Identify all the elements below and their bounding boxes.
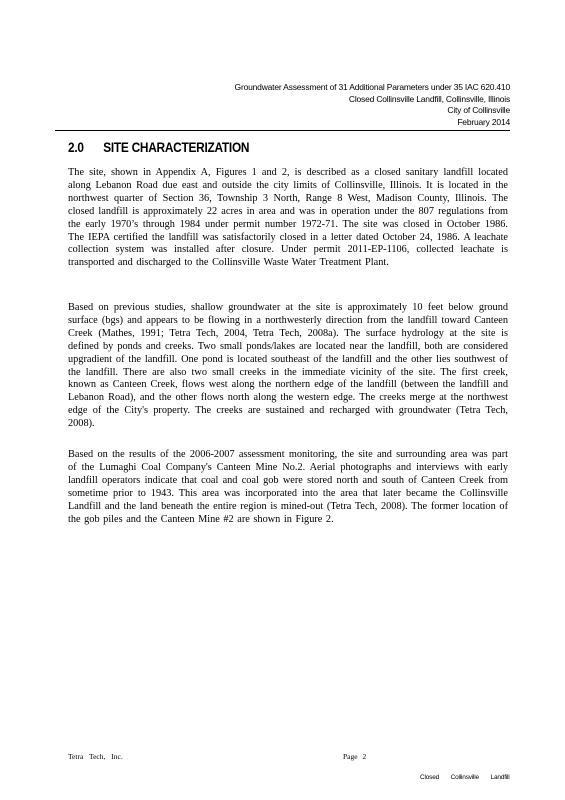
paragraph-hydrology: Based on previous studies, shallow groundwater at the site is approximately 10 feet below ground surface (bgs) and appears to be flowing in a northwesterly direction from the landfill toward Canteen Creek (Mathes, 1991; Tetra Tech, 2004, Tetra Tech, 2008a). The surface hydrology at the site is defined by ponds and creeks. Two small ponds/lakes are located near the landfill, both are considered upgradient of the landfill. One pond is located southeast of the landfill and the other lies southwest of the landfill. There are also two small creeks in the immediate vicinity of the site. The first creek, known as Canteen Creek, flows west along the northern edge of the landfill (between the landfill and Lebanon Road), and the other flows north along the western edge. The creeks merge at the northwest edge of the City's property. The creeks are sustained and recharged with groundwater (Tetra Tech, 2008). xyxy=(68,302,508,430)
section-heading xyxy=(68,140,249,155)
section-number: 2.0 xyxy=(68,140,84,155)
footer-site-name: Closed Collinsville Landfill xyxy=(420,774,510,781)
paragraph-mining-history: Based on the results of the 2006-2007 assessment monitoring, the site and surrounding area was part of the Lumaghi Coal Company's Canteen Mine No.2. Aerial photographs and interviews with early landfill operators indicate that coal and coal gob were stored north and south of Canteen Creek from sometime prior to 1943. This area was incorporated into the area that later became the Collinsville Landfill and the land beneath the entire region is mined-out (Tetra Tech, 2008). The former location of the gob piles and the Canteen Mine #2 are shown in Figure 2. xyxy=(68,449,508,525)
footer-company: Tetra Tech, Inc. xyxy=(68,752,123,761)
header-report-title: Groundwater Assessment of 31 Additional Parameters under 35 IAC 620.410 xyxy=(234,82,510,92)
section-title: SITE CHARACTERIZATION xyxy=(103,140,250,155)
header-date: February 2014 xyxy=(457,116,510,127)
footer-page-number: Page 2 xyxy=(343,752,367,761)
header-site-name: Closed Collinsville Landfill, Collinsville, Illinois xyxy=(348,93,510,104)
header-divider xyxy=(55,130,510,131)
header-client: City of Collinsville xyxy=(447,105,510,115)
document-header xyxy=(170,82,510,128)
paragraph-site-description: The site, shown in Appendix A, Figures 1 and 2, is described as a closed sanitary landfill located along Lebanon Road due east and outside the city limits of Collinsville, Illinois. It is located in the northwest quarter of Section 36, Township 3 North, Range 8 West, Madison County, Illinois. The closed landfill is approximately 22 acres in area and was in operation under the 807 regulations from the early 1970’s through 1984 under permit number 1972-71. The site was closed in October 1986. The IEPA certified the landfill was satisfactorily closed in a letter dated October 24, 1986. A leachate collection system was installed after closure. Under permit 2011-EP-1106, collected leachate is transported and discharged to the Collinsville Waste Water Treatment Plant. xyxy=(68,167,508,269)
